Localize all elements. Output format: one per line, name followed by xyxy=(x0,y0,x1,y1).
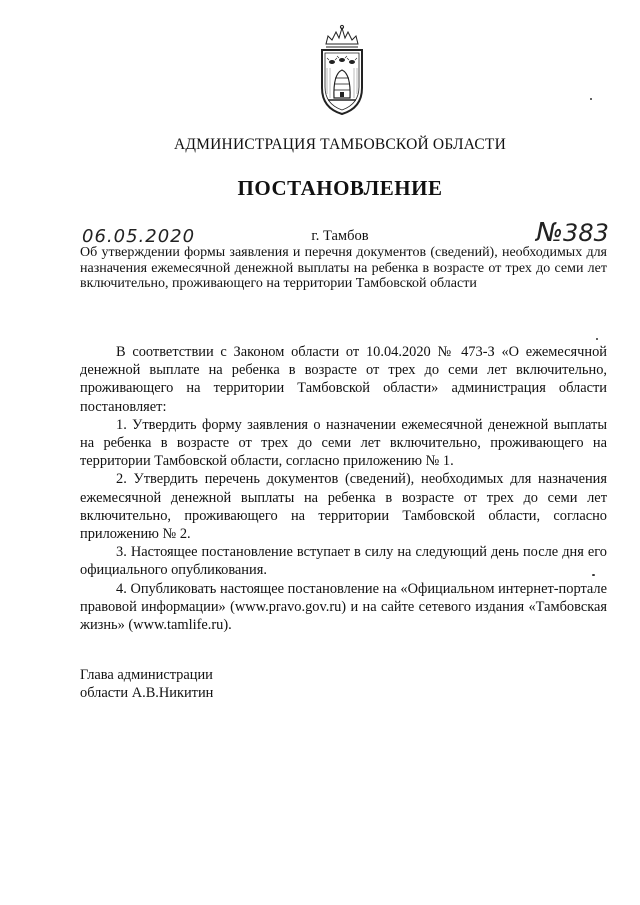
document-number-value: 383 xyxy=(563,219,609,247)
scan-speck xyxy=(596,338,598,340)
signatory-name: области А.В.Никитин xyxy=(80,685,214,701)
signatory-title: Глава администрации xyxy=(80,667,213,683)
document-body xyxy=(80,343,607,634)
clause-paragraph: 3. Настоящее постановление вступает в силу на следующий день после дня его официального опубликования. xyxy=(80,544,607,579)
preamble-paragraph: В соответствии с Законом области от 10.04.2020 № 473-З «О ежемесячной денежной выплате на ребенка в возрасте от трех до семи лет включительно, проживающего на территории Тамбовской области» администрация области постановляет: xyxy=(80,344,607,415)
issuing-authority: АДМИНИСТРАЦИЯ ТАМБОВСКОЙ ОБЛАСТИ xyxy=(174,136,506,153)
document-city: г. Тамбов xyxy=(311,228,369,244)
scan-speck xyxy=(592,574,595,576)
signature-block xyxy=(80,666,213,702)
number-sign: № xyxy=(536,218,564,248)
scan-speck xyxy=(590,98,592,100)
tambov-coat-of-arms-icon xyxy=(312,22,372,118)
clause-paragraph: 2. Утвердить перечень документов (сведений), необходимых для назначения ежемесячной денежной выплаты на ребенка в возрасте от трех до семи лет включительно, проживающего на территории Тамбовской области, согласно приложению № 2. xyxy=(80,471,607,543)
clause-paragraph: 1. Утвердить форму заявления о назначении ежемесячной денежной выплаты на ребенка в возрасте от трех до семи лет включительно, проживающего на территории Тамбовской области, согласно приложению № 1. xyxy=(80,416,607,470)
document-number xyxy=(536,218,609,248)
document-type-title: ПОСТАНОВЛЕНИЕ xyxy=(237,176,443,200)
clause-paragraph: 4. Опубликовать настоящее постановление на «Официальном интернет-портале правовой информации» (www.pravo.gov.ru) и на сайте сетевого издания «Тамбовская жизнь» (www.tamlife.ru). xyxy=(80,580,607,634)
document-date: 06.05.2020 xyxy=(82,226,196,247)
document-subject: Об утверждении формы заявления и перечня документов (сведений), необходимых для назначения ежемесячной денежной выплаты на ребенка в возрасте от трех до семи лет включительно, проживающего на территории Тамбовской области xyxy=(80,245,607,291)
